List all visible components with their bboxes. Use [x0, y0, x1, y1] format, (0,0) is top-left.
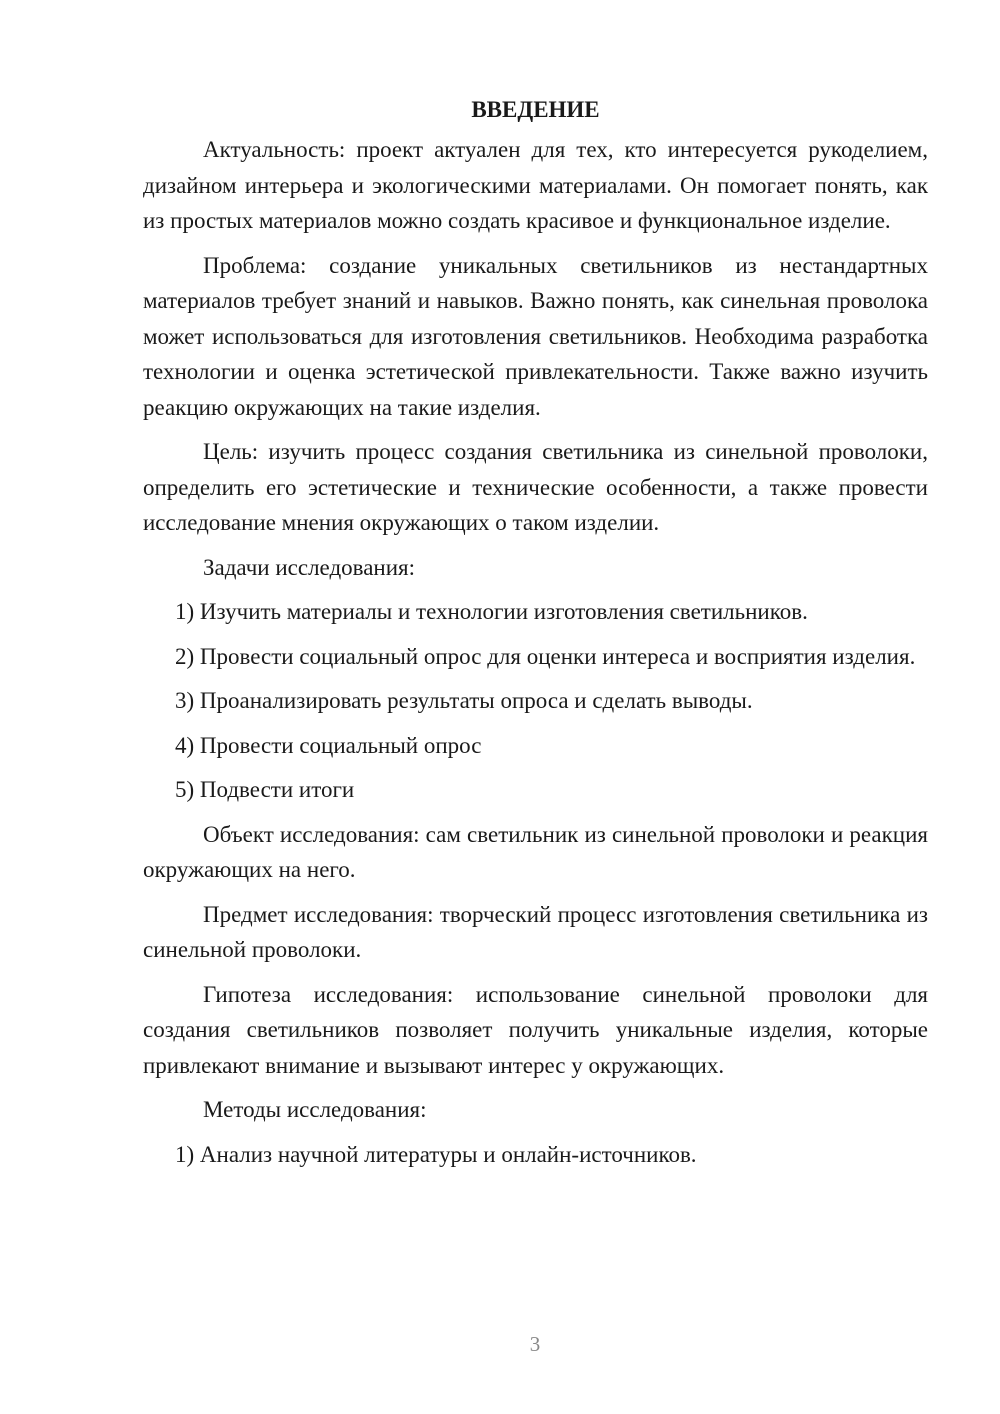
task-item-4: 4) Провести социальный опрос — [175, 732, 482, 758]
task-item-3: 3) Проанализировать результаты опроса и сделать выводы. — [175, 688, 753, 713]
tasks-title: Задачи исследования: — [203, 554, 416, 580]
object-paragraph: Объект исследования: сам светильник из синельной проволоки и реакция окружающих на него. — [143, 821, 928, 882]
document-page — [143, 92, 928, 1181]
section-heading: ВВЕДЕНИЕ — [471, 97, 600, 122]
methods-title: Методы исследования: — [203, 1097, 427, 1122]
subject-paragraph: Предмет исследования: творческий процесс изготовления светильника из синельной проволоки. — [143, 901, 928, 962]
goal-paragraph: Цель: изучить процесс создания светильника из синельной проволоки, определить его эстетические и технические особенности, а также провести исследование мнения окружающих о таком изделии. — [143, 439, 928, 535]
relevance-paragraph: Актуальность: проект актуален для тех, кто интересуется рукоделием, дизайном интерьера и экологическими материалами. Он помогает понять, как из простых материалов можно создать красивое и функциональное изделие. — [143, 137, 928, 233]
method-item-1: 1) Анализ научной литературы и онлайн-источников. — [175, 1141, 697, 1167]
page-number: 3 — [529, 1332, 541, 1356]
task-item-5: 5) Подвести итоги — [175, 777, 355, 802]
task-item-1: 1) Изучить материалы и технологии изготовления светильников. — [175, 599, 808, 624]
problem-paragraph: Проблема: создание уникальных светильников из нестандартных материалов требует знаний и навыков. Важно понять, как синельная проволока может использоваться для изготовления светильников. Необходима разработка технологии и оценка эстетической привлекательности. Также важно изучить реакцию окружающих на такие изделия. — [143, 252, 928, 420]
task-item-2: 2) Провести социальный опрос для оценки интереса и восприятия изделия. — [175, 643, 916, 669]
hypothesis-paragraph: Гипотеза исследования: использование синельной проволоки для создания светильников позволяет получить уникальные изделия, которые привлекают внимание и вызывают интерес у окружающих. — [143, 981, 928, 1078]
